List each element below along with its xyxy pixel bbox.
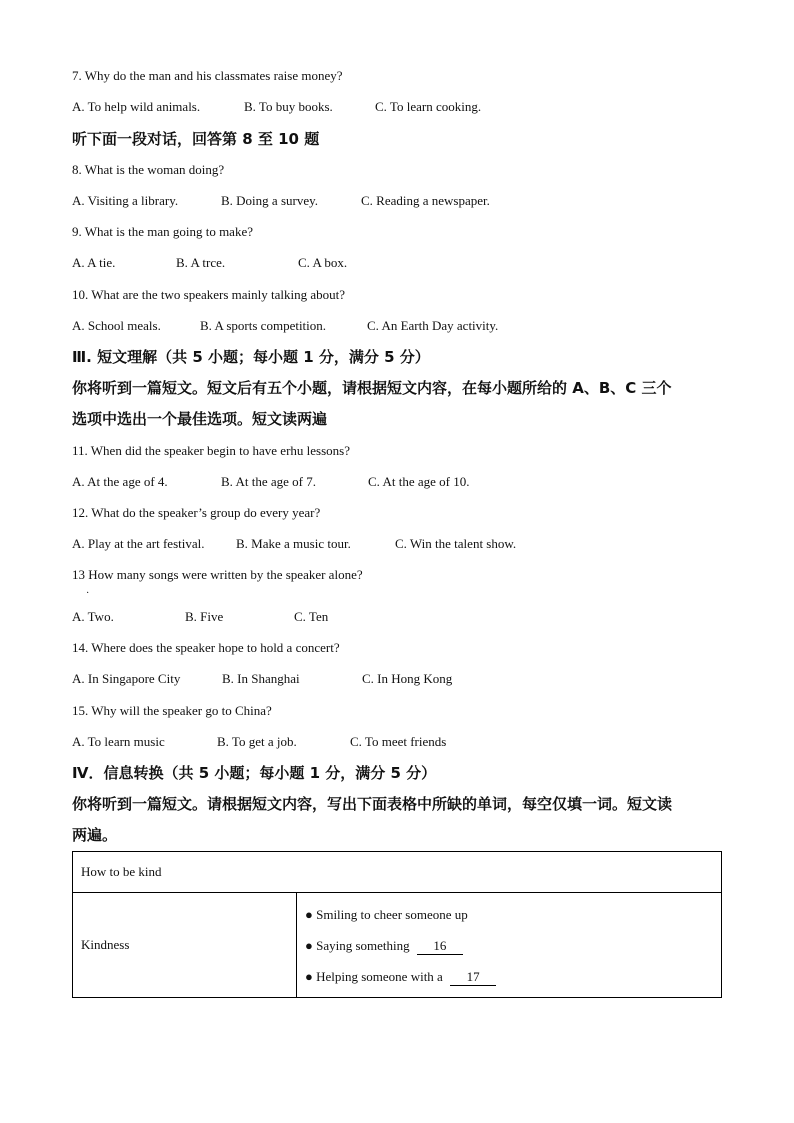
question-10-option-b: B. A sports competition.: [200, 318, 327, 333]
question-15-option-b: B. To get a job.: [217, 734, 297, 749]
section-3-instruction-line-2: 选项中选出一个最佳选项。短文读两遍: [72, 410, 328, 428]
question-9-option-a: A. A tie.: [72, 255, 116, 270]
question-12-stem: 12. What do the speaker’s group do every year?: [72, 505, 321, 520]
list-item-text: ● Saying something: [305, 937, 410, 953]
section-3-instruction-line-1: 你将听到一篇短文。短文后有五个小题，请根据短文内容，在每小题所给的 A、B、C 三个: [72, 379, 672, 397]
question-12-option-b: B. Make a music tour.: [236, 536, 351, 551]
question-8-option-a: A. Visiting a library.: [72, 193, 179, 208]
question-15-option-c: C. To meet friends: [350, 734, 447, 749]
question-7-option-b: B. To buy books.: [244, 99, 333, 114]
question-12-option-c: C. Win the talent show.: [395, 536, 517, 551]
kindness-list: [305, 899, 713, 992]
question-8-stem: 8. What is the woman doing?: [72, 162, 225, 177]
question-11-option-c: C. At the age of 10.: [368, 474, 470, 489]
question-14-option-c: C. In Hong Kong: [362, 671, 453, 686]
question-14-stem: 14. Where does the speaker hope to hold a concert?: [72, 640, 340, 655]
section-4-instruction-line-2: 两遍。: [72, 826, 118, 844]
dialog-instruction: 听下面一段对话，回答第 8 至 10 题: [72, 130, 320, 148]
question-11-option-a: A. At the age of 4.: [72, 474, 168, 489]
question-7-option-a: A. To help wild animals.: [72, 99, 201, 114]
list-item: [305, 961, 713, 992]
list-item: ● Smiling to cheer someone up: [305, 906, 468, 922]
list-item-text: ● Helping someone with a: [305, 968, 443, 984]
question-15-stem: 15. Why will the speaker go to China?: [72, 703, 272, 718]
question-14-option-a: A. In Singapore City: [72, 671, 181, 686]
table-title: How to be kind: [73, 852, 722, 893]
question-7-option-c: C. To learn cooking.: [375, 99, 482, 114]
question-8-option-b: B. Doing a survey.: [221, 193, 319, 208]
question-13-option-b: B. Five: [185, 609, 224, 624]
section-3-heading: Ⅲ. 短文理解（共 5 小题；每小题 1 分，满分 5 分）: [72, 348, 430, 366]
question-12-option-a: A. Play at the art festival.: [72, 536, 205, 551]
question-10-option-a: A. School meals.: [72, 318, 161, 333]
question-9-stem: 9. What is the man going to make?: [72, 224, 253, 239]
table-cell-list: [297, 893, 722, 998]
table-header-row: [73, 852, 722, 893]
question-11-option-b: B. At the age of 7.: [221, 474, 316, 489]
question-13-option-a: A. Two.: [72, 609, 114, 624]
table-row: [73, 893, 722, 998]
question-11-stem: 11. When did the speaker begin to have erhu lessons?: [72, 443, 350, 458]
question-10-stem: 10. What are the two speakers mainly talking about?: [72, 287, 346, 302]
question-15-option-a: A. To learn music: [72, 734, 165, 749]
section-4-heading: Ⅳ．信息转换（共 5 小题；每小题 1 分，满分 5 分）: [72, 764, 437, 782]
table-row-label: Kindness: [73, 893, 297, 998]
answer-blank-17[interactable]: 17: [450, 969, 496, 986]
question-14-option-b: B. In Shanghai: [222, 671, 300, 686]
question-13-stem: 13 How many songs were written by the speaker alone?: [72, 567, 363, 582]
stray-dot: ·: [86, 588, 90, 599]
answer-blank-16[interactable]: 16: [417, 938, 463, 955]
section-4-instruction-line-1: 你将听到一篇短文。请根据短文内容，写出下面表格中所缺的单词，每空仅填一词。短文读: [72, 795, 673, 813]
question-8-option-c: C. Reading a newspaper.: [361, 193, 490, 208]
question-9-option-b: B. A trce.: [176, 255, 226, 270]
question-13-option-c: C. Ten: [294, 609, 329, 624]
question-10-option-c: C. An Earth Day activity.: [367, 318, 499, 333]
question-9-option-c: C. A box.: [298, 255, 348, 270]
list-item: [305, 930, 713, 961]
info-table: [72, 851, 722, 998]
question-7-stem: 7. Why do the man and his classmates raise money?: [72, 68, 343, 83]
